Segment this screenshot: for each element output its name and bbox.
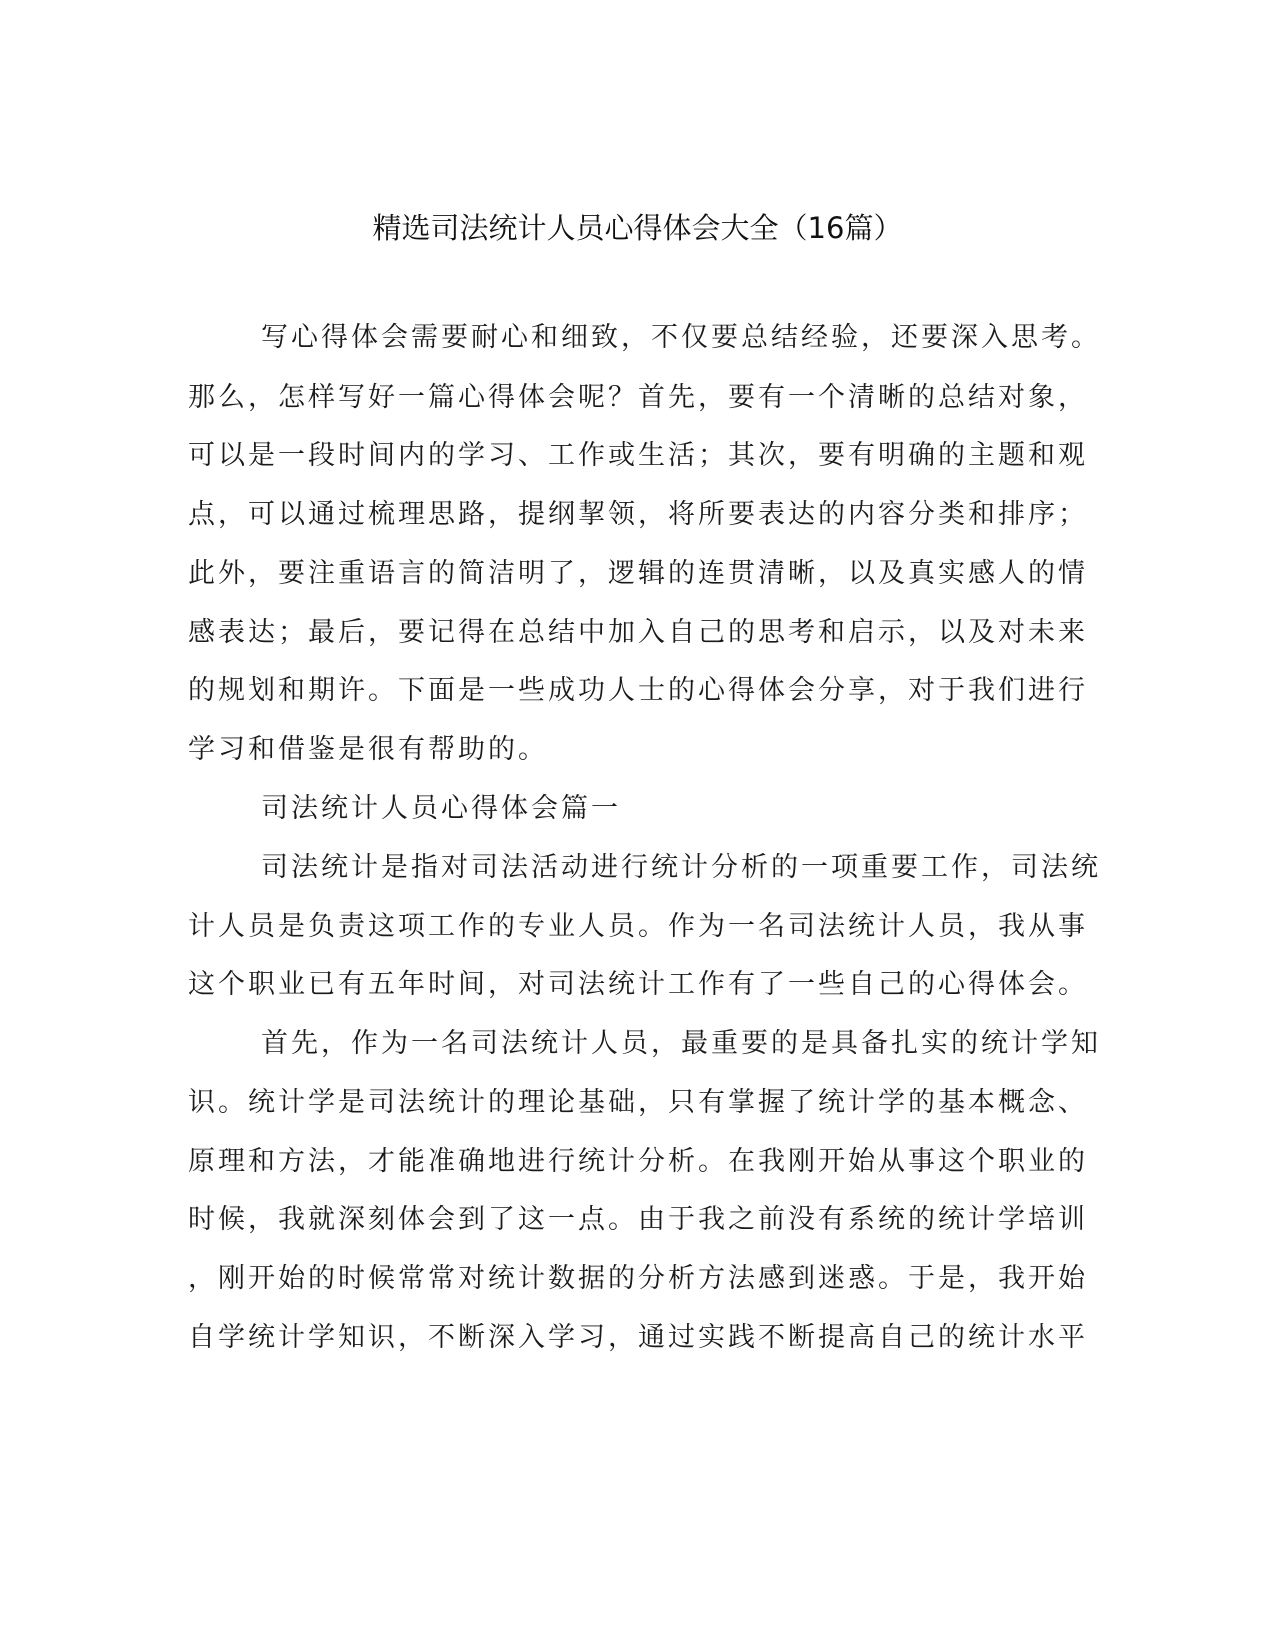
paragraph-2-line-1: 首先，作为一名司法统计人员，最重要的是具备扎实的统计学知 bbox=[261, 1028, 1101, 1059]
document-title: 精选司法统计人员心得体会大全（16篇） bbox=[372, 211, 903, 245]
intro-line-4: 点，可以通过梳理思路，提纲挈领，将所要表达的内容分类和排序； bbox=[188, 499, 1088, 530]
intro-line-8: 学习和借鉴是很有帮助的。 bbox=[188, 734, 548, 765]
paragraph-2-line-4: 时候，我就深刻体会到了这一点。由于我之前没有系统的统计学培训 bbox=[188, 1204, 1088, 1235]
paragraph-2-line-6: 自学统计学知识，不断深入学习，通过实践不断提高自己的统计水平 bbox=[188, 1322, 1088, 1353]
paragraph-1-line-2: 计人员是负责这项工作的专业人员。作为一名司法统计人员，我从事 bbox=[188, 911, 1088, 942]
intro-line-6: 感表达；最后，要记得在总结中加入自己的思考和启示，以及对未来 bbox=[188, 617, 1088, 648]
section-heading: 司法统计人员心得体会篇一 bbox=[261, 793, 621, 824]
paragraph-1-line-3: 这个职业已有五年时间，对司法统计工作有了一些自己的心得体会。 bbox=[188, 969, 1088, 1000]
paragraph-2-line-2: 识。统计学是司法统计的理论基础，只有掌握了统计学的基本概念、 bbox=[188, 1087, 1088, 1118]
paragraph-1-line-1: 司法统计是指对司法活动进行统计分析的一项重要工作，司法统 bbox=[261, 852, 1101, 883]
paragraph-2-line-3: 原理和方法，才能准确地进行统计分析。在我刚开始从事这个职业的 bbox=[188, 1146, 1088, 1177]
intro-line-3: 可以是一段时间内的学习、工作或生活；其次，要有明确的主题和观 bbox=[188, 440, 1088, 471]
paragraph-2-line-5: ，刚开始的时候常常对统计数据的分析方法感到迷惑。于是，我开始 bbox=[188, 1263, 1088, 1294]
intro-line-1: 写心得体会需要耐心和细致，不仅要总结经验，还要深入思考。 bbox=[261, 322, 1101, 353]
intro-line-2: 那么，怎样写好一篇心得体会呢？首先，要有一个清晰的总结对象， bbox=[188, 382, 1088, 413]
intro-line-7: 的规划和期许。下面是一些成功人士的心得体会分享，对于我们进行 bbox=[188, 675, 1088, 706]
intro-line-5: 此外，要注重语言的简洁明了，逻辑的连贯清晰，以及真实感人的情 bbox=[188, 558, 1088, 589]
